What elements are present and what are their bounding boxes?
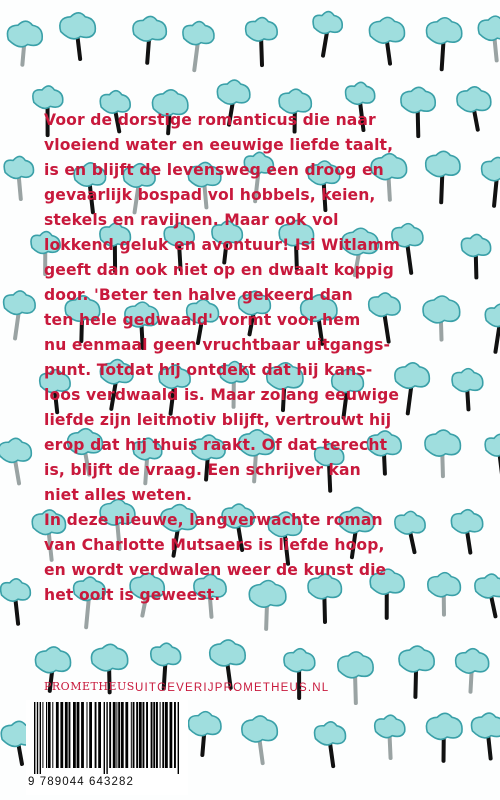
blurb-line: liefde zijn leitmotiv blijft, vertrouwt hij: [44, 411, 392, 429]
barcode-bar: [113, 702, 116, 768]
blurb-text: [44, 108, 464, 608]
tree-icon: [188, 712, 220, 755]
barcode-bar: [139, 702, 142, 768]
barcode-bar: [106, 702, 107, 774]
tree-icon: [426, 713, 462, 761]
barcode-bar: [156, 702, 158, 768]
barcode-bar: [95, 702, 97, 768]
barcode-bar: [151, 702, 153, 768]
tree-icon: [315, 722, 346, 766]
tree-icon: [475, 574, 500, 616]
tree-icon: [399, 646, 434, 697]
barcode-image: [28, 702, 186, 774]
barcode-bar: [73, 702, 76, 768]
barcode-bar: [89, 702, 92, 768]
barcode-bar: [104, 702, 105, 774]
barcode-bar: [77, 702, 80, 768]
tree-icon: [242, 716, 277, 763]
blurb-line: ten hele gedwaald' vormt voor hem: [44, 311, 361, 329]
blurb-line: stekels en ravijnen. Maar ook vol: [44, 211, 339, 229]
barcode-bar: [46, 702, 47, 768]
tree-icon: [482, 157, 500, 205]
barcode-bar: [81, 702, 84, 768]
tree-icon: [0, 438, 31, 483]
blurb-line: gevaarlijk bospad vol hobbels, keien,: [44, 186, 376, 204]
tree-icon: [426, 18, 461, 70]
barcode-bar: [133, 702, 135, 768]
tree-icon: [369, 17, 404, 63]
blurb-line: erop dat hij thuis raakt. Of dat terecht: [44, 436, 388, 454]
barcode-bar: [174, 702, 176, 768]
blurb-line: door. 'Beter ten halve gekeerd dan: [44, 286, 353, 304]
barcode-bar: [52, 702, 53, 768]
tree-icon: [133, 16, 166, 62]
blurb-line: van Charlotte Mutsaers is liefde hoop,: [44, 536, 385, 554]
blurb-line: In deze nieuwe, langverwachte roman: [44, 511, 383, 529]
blurb-line: Voor de dorstige romanticus die naar: [44, 111, 376, 129]
tree-icon: [485, 304, 500, 352]
barcode-bar: [48, 702, 51, 768]
tree-icon: [246, 18, 278, 66]
blurb-line: en wordt verdwalen weer de kunst die: [44, 561, 387, 579]
barcode-bar: [146, 702, 148, 768]
blurb-line: niet alles weten.: [44, 486, 193, 504]
blurb-line: het ooit is geweest.: [44, 586, 221, 604]
publisher-website: UITGEVERIJPROMETHEUS.NL: [135, 682, 330, 694]
barcode-bar: [136, 702, 138, 768]
blurb-line: lokkend geluk en avontuur! Isi Witlamm: [44, 236, 401, 254]
tree-icon: [210, 640, 245, 688]
barcode-bar: [34, 702, 35, 774]
publisher-logo: PROMETHEUS: [44, 680, 135, 693]
tree-icon: [471, 713, 500, 758]
tree-icon: [338, 652, 373, 703]
barcode-bar: [143, 702, 145, 768]
tree-icon: [183, 22, 214, 71]
tree-icon: [4, 291, 36, 338]
blurb-line: is, blijft de vraag. Een schrijver kan: [44, 461, 361, 479]
tree-icon: [375, 715, 405, 758]
barcode-bar: [65, 702, 68, 768]
blurb-line: punt. Totdat hij ontdekt dat hij kans-: [44, 361, 373, 379]
barcode-bar: [98, 702, 101, 768]
barcode-bar: [131, 702, 132, 768]
barcode-bar: [165, 702, 168, 768]
tree-icon: [485, 434, 500, 482]
tree-icon: [60, 13, 95, 59]
barcode-bar: [118, 702, 120, 768]
barcode-bar: [56, 702, 59, 768]
barcode-bar: [121, 702, 124, 768]
blurb-line: geeft dan ook niet op en dwaalt koppig: [44, 261, 394, 279]
barcode-bar: [170, 702, 173, 768]
barcode-bar: [69, 702, 71, 768]
isbn-number: 9 789044 643282: [28, 776, 135, 788]
barcode-bar: [60, 702, 63, 768]
barcode-bar: [125, 702, 128, 768]
tree-icon: [1, 579, 31, 624]
barcode-bar: [40, 702, 41, 774]
barcode-bar: [153, 702, 155, 768]
barcode-bar: [109, 702, 111, 768]
tree-icon: [7, 21, 42, 64]
tree-icon: [478, 16, 500, 60]
barcode-bar: [37, 702, 38, 774]
barcode-area: [26, 700, 188, 795]
tree-icon: [313, 12, 342, 56]
barcode-bar: [116, 702, 117, 768]
tree-icon: [456, 649, 489, 692]
barcode-bar: [160, 702, 161, 768]
barcode-bar: [162, 702, 164, 768]
barcode-bar: [87, 702, 88, 768]
tree-icon: [461, 234, 490, 277]
blurb-line: vloeiend water en eeuwige liefde taalt,: [44, 136, 394, 154]
blurb-line: nu eenmaal geen vruchtbaar uitgangs-: [44, 336, 391, 354]
tree-icon: [4, 156, 33, 199]
blurb-line: loos verdwaald is. Maar zolang eeuwige: [44, 386, 400, 404]
blurb-line: is en blijft de levensweg een droog en: [44, 161, 384, 179]
barcode-bar: [178, 702, 179, 774]
barcode-bar: [42, 702, 43, 768]
